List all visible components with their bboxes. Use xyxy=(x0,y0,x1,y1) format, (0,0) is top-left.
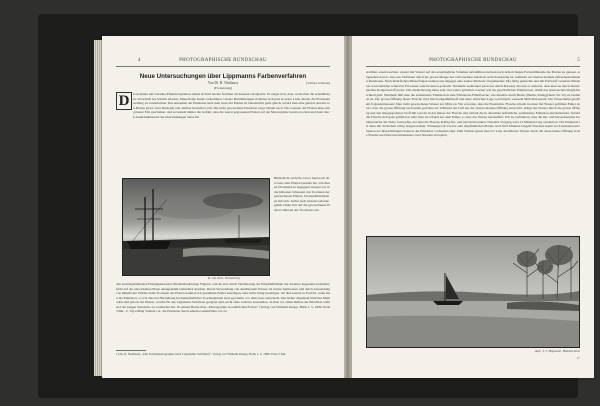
right-running-head xyxy=(366,58,580,66)
river-landscape-photo-image xyxy=(367,237,579,347)
book-gutter xyxy=(344,36,352,378)
right-head-rule xyxy=(366,66,580,67)
article-subline: (Fortsetzung) xyxy=(213,86,233,90)
article-byline xyxy=(116,81,330,85)
left-page xyxy=(102,36,344,378)
left-running-head xyxy=(116,58,330,66)
body-text-bottom: den zurückgebliebenen Flüssigkeitsresten Bromsilberkörnige Figuren, welche sich durch Veränderung der Empfindlichkeit der darunter liegenden Gelatineschicht auf der entwickelten Platte unangenehm bemerkbar machen. Durch Verwendung von destilliertem Wasser als letztes Spülwasser und durch Anwendung von künstlicher Wärme beim Trocknen der Platten konnten wir gesammte Fehler beseitigen, aber nicht völlig beseitigen. All dies konnte in Fortfall, wenn man die Emulsion, so wie dies bei Herstellung hochempfindlicher Trockenplatten stets geschieht, vor dem Guss auswäscht. Die bisher allgemein üblichen Methoden sind jedoch bei Platten, welche für das Lippmann-Verfahren geeignet sind, nicht ohne weiteres anwendbar, da man vor allem Reiben der Emulsion während des langen Waschens zu vermeiden hat. In seinem Buche über „Photographie in natürlichen Farben“ (Verlag von Wilhelm Knapp, Halle a. S. 1894, Preis 3 Mk., S. 34) schlägt Valenta vor, die Emulsion durch Alkohol auszufällen, bis zu xyxy=(116,282,330,313)
left-photo-caption: R. von Zech, Vorhetsberg xyxy=(208,276,240,280)
harbor-photo-image xyxy=(123,179,269,275)
byline-author: Von Dr. R. Neuhauss xyxy=(207,81,239,85)
article-title: Neue Untersuchungen über Lippmanns Farbenverfahren xyxy=(139,73,307,80)
left-page-number: 4 xyxy=(138,58,141,63)
body-text-side: Bildschicht verderbt, bevor man noch den Guss aller Platten beendet hat. Um diesen Übelstand zu begegnen, liessen wir in der kältesten Jahreszeit das Trocknen der gewaschenen Platten, Unannehmlichkeiten mit sich. Selbst nach bestem Gelatinegehalt bildet sich auf die gewaschenen Platten während des Trocknens aus xyxy=(274,176,330,212)
right-page xyxy=(352,36,594,378)
left-running-title: PHOTOGRAPHISCHE RUNDSCHAU xyxy=(179,58,267,63)
drop-cap: D xyxy=(116,92,132,110)
river-landscape-photo xyxy=(366,236,580,348)
byline-note: (Schluss verboten) xyxy=(306,81,330,85)
book-spread xyxy=(38,14,578,398)
footnote: 1) Dr. R. Neuhauss, „Die Farbenphotographie nach Lippmanns Verfahren“. Verlag von Wilhelm Knapp, Halle a. S. 1898. Preis 5 Mk. xyxy=(116,352,287,356)
footnote-rule xyxy=(116,350,146,351)
right-running-title: PHOTOGRAPHISCHE RUNDSCHAU xyxy=(429,58,517,63)
right-body-text: erstillen, auszuwaschen, wieder mit Wasser auf das ursprüngliche Volumen aufzufüllen und nun nach dem richtigen Farbenfilmende die Platten zu giessen. Abgesehen davon, dass das Verfahren durch die grosse Menge des verbrauchten Alkohols recht kostspielig ist, kommen wir hierbei niemals zufriedenstellenden Resultaten. Nach mehrfachen Misserfolgen trennen uns dagegen eine andere Methode Vorgehenden: Die fertig gemachte und mit Farbstoff versetzte Emulsion wird zunächst schnell in Eiswasser zum Erstarren gebracht. Nunmehr zerkleinert (statt nur durch Pressen) das nun so dadurch, dass man sie durch hinreichenden Kongressstoff presst. Die Zerkleinerung muss sehr viel weiter getrieben werden wie bei gewöhnlichen Emulsionen, damit das Auswaschen möglichst schnell geht. Nunmehr füllt man die zerkleinerte Emulsion in eine Emulsions-Filterflasche, wie dieselbe durch Bruno (Berlin, Königgrätzer Str. 91) zu beziehen ist. Die grosse Öffnung dieser Flasche wird mit Korkgummistoff und einer einfachen Lage von feinem, weissem Mull überspannt. Der Wasserhahn geschieht folgendermassen: Man treibt gewaschenes Wasser zur Mitte zu. Wir erwarten, dass die Eisenbahn- Flasche schnell in einen mit Wasser gefüllten Eimer derart, dass die grosse Öffnung nach unten gerichtet ist. Während der Luft aus der oberen kleinen Öffnung entweicht, dringt das Wasser durch die grosse Öffnung und den übergespannten Stoff mit Gewalt in das Innere der Flasche und wirbelt die in derselben befindliche, zerkleinerte Emulsion durcheinander. Sobald die Flasche sich ganz gefüllt hat, hebt man sie schnell aus dem Eimer, so dass das Wasser herausläuft. Um zu verhindern, dass die hin- und herspritzenden Gelatinestücke die Siebe verstopfen, hat man die Flasche kräftig hin- und herzuschwenken. Derselbe Vorgang wird 13 Minuten lang wiederholt. Die Emulsion ist dann mit Sicherheit völlig ausgewaschen. Wirkungsvoll wie bei sehr empfindlichen Platten nach fünf Minuten langem Waschen kaum noch nennenswerte Spuren der überschüssigen Salze in der Emulsion vorhanden sind. Zum Schluss giesst man 0,5 Liter destilliertes Wasser durch die obere kleine Öffnung in die Flasche und lässt nun mindestens zwei Stunden abtropfen, xyxy=(366,70,580,137)
left-head-rule xyxy=(116,66,330,67)
right-photo-caption: Aufn. T. J. Hopmann, Hammerbach xyxy=(534,349,580,353)
harbor-photo xyxy=(122,178,270,276)
body-text-top: ie Arbeiten mit Gelatine-Emulsionsplatten ziehen sich im letzten Sommer als äusserst erfolgreich. Es zeigte sich, dass, wenn man die sensibilisierte Vorschrift bei Schnell arbeitet, Misserfolge kaum vorkommen. Unsere Bestimmungen richteten sich jetzt in erster Linie darauf, die Platteneinstellung zu vereinfachen. Das Aussehen der Emulsion nach dem Guss der Platten ist bekanntlich ganz gleich, sobald man eine gehörte Anzahl von Platten (etwa zwei Dutzend) und darüber herstellen will. Die nicht gewaschene Emulsion zeigt schnell nach. Das Giessen der Platten muss mit grösster Eile geschehen, und es besteht immer die Gefahr, dass die zuerst gegossenen Platten auf der Mercurplatte bereits trocken und dann durch Auskristallisieren der überschüssigen Salze für xyxy=(133,92,330,119)
folio-mark: 1* xyxy=(576,356,580,360)
right-page-number: 5 xyxy=(577,58,580,63)
